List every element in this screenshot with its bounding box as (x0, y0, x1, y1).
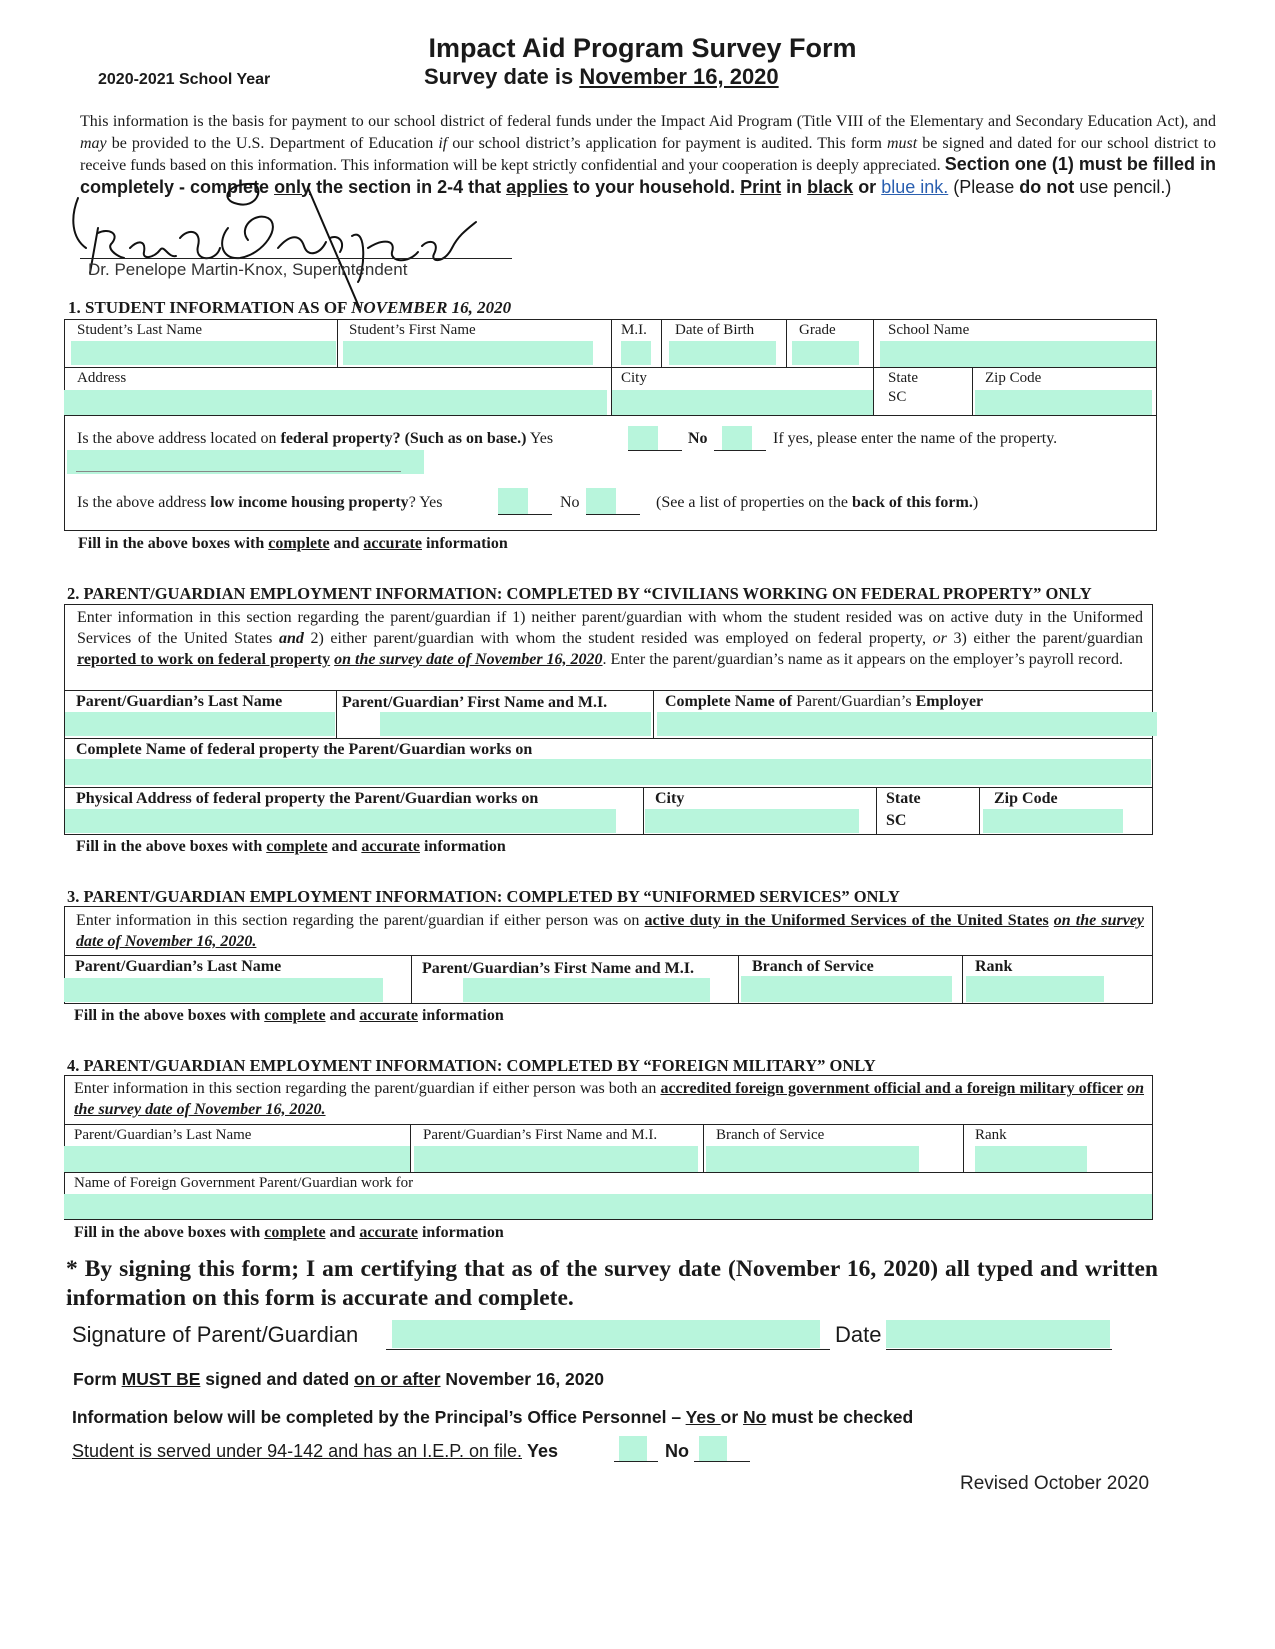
s4-col-divider-a (410, 1124, 411, 1172)
s3-label-branch: Branch of Service (752, 958, 874, 975)
survey-date-prefix: Survey date is (424, 64, 580, 89)
s4-last-name-input[interactable] (64, 1146, 410, 1172)
section3-instructions: Enter information in this section regarding the parent/guardian if either person was on active duty in the Uniformed Services of the United States on the survey date of November 16, 2020. (76, 912, 1145, 950)
s2-label-zip: Zip Code (994, 790, 1058, 807)
s4-first-name-input[interactable] (414, 1146, 698, 1172)
s3-label-last: Parent/Guardian’s Last Name (75, 958, 282, 975)
s2-col-divider-d (876, 787, 877, 835)
student-dob-input[interactable] (669, 341, 776, 365)
s2-employer-input[interactable] (657, 712, 1157, 736)
survey-date-line (424, 64, 779, 90)
s2-last-name-input[interactable] (65, 712, 335, 736)
s2-col-divider-e (979, 787, 980, 835)
intro-paragraph: This information is the basis for payment to our school district of federal funds under the Impact Aid Program (Title VIII of the Elementary and Secondary Education Act), and may be provided to the U.S. Department of Education if our school district’s application for payment is audited. This form must be signed and dated for our school district to receive funds based on this information. This information will be kept strictly confidential and your cooperation is deeply appreciated. Section one (1) must be filled in completely - complete only the section in 2-4 that applies to your household. Print in black or blue ink. (Please do not use pencil.) (80, 113, 1217, 197)
label-city: City (621, 370, 647, 386)
fill-note-2: Fill in the above boxes with complete and accurate information (76, 838, 506, 855)
student-last-name-input[interactable] (71, 341, 336, 365)
s1-col-divider-e (873, 319, 874, 415)
s3-branch-input[interactable] (741, 976, 952, 1002)
federal-yes-line (628, 450, 682, 451)
principal-note: Information below will be completed by the Principal’s Office Personnel – Yes or No must be checked (72, 1407, 914, 1427)
certification-text: * By signing this form; I am certifying that as of the survey date (November 16, 2020) all typed and written information on this form is accurate and complete. (66, 1256, 1158, 1311)
s2-label-phys-addr: Physical Address of federal property the Parent/Guardian works on (76, 790, 539, 807)
s3-col-divider-b (738, 955, 739, 1004)
s2-federal-property-input[interactable] (65, 759, 1151, 785)
label-grade: Grade (799, 322, 836, 338)
s2-col-divider-a (336, 690, 337, 738)
label-zip: Zip Code (985, 370, 1042, 386)
s4-rank-input[interactable] (975, 1146, 1087, 1172)
superintendent-name: Dr. Penelope Martin-Knox, Superintendent (88, 260, 408, 279)
iep-no-line (694, 1461, 750, 1462)
s3-row-divider (64, 955, 1153, 956)
s4-row-divider-2 (64, 1172, 1153, 1173)
school-name-input[interactable] (880, 341, 1156, 367)
label-student-last-name: Student’s Last Name (77, 322, 202, 338)
federal-property-name-line (76, 471, 401, 472)
s4-label-last: Parent/Guardian’s Last Name (74, 1127, 252, 1143)
federal-no-line (714, 450, 766, 451)
student-first-name-input[interactable] (343, 341, 593, 365)
section2-instructions: Enter information in this section regarding the parent/guardian if 1) neither parent/guardian with whom the student resided was on active duty in the Uniformed Services of the United States and 2) either parent/guardian with whom the student resided was employed on federal property, or 3) either the parent/guardian reported to work on federal property on the survey date of November 16, 2020. Enter the parent/guardian’s name as it appears on the employer’s payroll record. (77, 609, 1144, 668)
section1-title: 1. STUDENT INFORMATION AS OF NOVEMBER 16, 2020 (68, 298, 512, 317)
survey-date: November 16, 2020 (579, 64, 779, 89)
s4-col-divider-b (703, 1124, 704, 1172)
q-federal-no-label: No (688, 430, 708, 447)
iep-line: Student is served under 94-142 and has an I.E.P. on file. Yes (72, 1441, 559, 1461)
parent-signature-field[interactable] (392, 1320, 820, 1348)
s4-label-rank: Rank (975, 1127, 1007, 1143)
school-year: 2020-2021 School Year (98, 71, 271, 88)
s2-city-input[interactable] (645, 809, 859, 833)
s2-phys-address-input[interactable] (65, 809, 616, 833)
student-grade-input[interactable] (792, 341, 859, 365)
iep-no-checkbox[interactable] (699, 1436, 727, 1461)
s2-label-last: Parent/Guardian’s Last Name (76, 693, 283, 710)
federal-yes-checkbox[interactable] (628, 426, 658, 450)
s1-col-divider-a (337, 319, 338, 367)
label-state: State (888, 370, 918, 386)
low-income-yes-checkbox[interactable] (498, 488, 528, 514)
s1-row-divider-2 (64, 415, 1157, 416)
s3-first-name-input[interactable] (463, 978, 710, 1002)
label-student-first-name: Student’s First Name (349, 322, 476, 338)
s1-col-divider-d (786, 319, 787, 367)
iep-yes-line (614, 1461, 658, 1462)
s2-first-name-input[interactable] (380, 712, 651, 736)
s2-label-first: Parent/Guardian’ First Name and M.I. (342, 694, 608, 711)
q-low-no-label: No (560, 494, 580, 511)
form-title: Impact Aid Program Survey Form (428, 33, 857, 63)
low-income-no-checkbox[interactable] (586, 488, 616, 514)
s3-label-rank: Rank (975, 958, 1013, 975)
iep-yes-checkbox[interactable] (619, 1436, 647, 1461)
s4-label-first: Parent/Guardian’s First Name and M.I. (423, 1127, 658, 1143)
label-dob: Date of Birth (675, 322, 755, 338)
iep-no-label: No (665, 1441, 689, 1461)
s2-col-divider-c (643, 787, 644, 835)
section4-instructions: Enter information in this section regarding the parent/guardian if either person was both an accredited foreign government official and a foreign military officer on the survey date of November 16, 2020. (74, 1080, 1145, 1118)
date-label: Date (835, 1322, 882, 1347)
q-federal-tail: If yes, please enter the name of the property. (773, 430, 1058, 447)
state-value: SC (888, 389, 907, 405)
date-input[interactable] (886, 1320, 1110, 1348)
label-address: Address (77, 370, 127, 386)
date-line (886, 1349, 1112, 1350)
section2-title: 2. PARENT/GUARDIAN EMPLOYMENT INFORMATION: COMPLETED BY “CIVILIANS WORKING ON FEDERAL PROPERTY” ONLY (67, 584, 1092, 603)
s2-row-divider-1 (64, 690, 1153, 691)
s2-zip-input[interactable] (983, 809, 1123, 833)
fill-note-4: Fill in the above boxes with complete and accurate information (74, 1224, 504, 1241)
s2-row-divider-2 (64, 738, 1153, 739)
s2-label-fed-prop: Complete Name of federal property the Parent/Guardian works on (76, 741, 533, 758)
s4-col-divider-c (963, 1124, 964, 1172)
label-school-name: School Name (888, 322, 970, 338)
s3-last-name-input[interactable] (64, 978, 383, 1002)
s2-col-divider-b (653, 690, 654, 738)
address-input[interactable] (64, 390, 607, 415)
s4-row-divider-1 (64, 1124, 1153, 1125)
zip-input[interactable] (975, 390, 1152, 415)
s2-row-divider-3 (64, 787, 1153, 788)
low-income-yes-line (498, 514, 552, 515)
s2-label-employer: Complete Name of Parent/Guardian’s Employer (665, 693, 984, 710)
q-federal-property: Is the above address located on federal property? (Such as on base.) Yes (77, 430, 554, 447)
label-mi: M.I. (621, 322, 647, 338)
s1-col-divider-f (972, 367, 973, 415)
s4-branch-input[interactable] (706, 1146, 919, 1172)
federal-no-checkbox[interactable] (722, 426, 752, 450)
s3-col-divider-c (962, 955, 963, 1004)
s4-label-gov: Name of Foreign Government Parent/Guardian work for (74, 1175, 414, 1191)
must-sign-note: Form MUST BE signed and dated on or after November 16, 2020 (73, 1369, 604, 1389)
parent-signature-label: Signature of Parent/Guardian (72, 1322, 359, 1347)
fill-note-1: Fill in the above boxes with complete and accurate information (78, 535, 508, 552)
signature-line (80, 258, 512, 259)
parent-signature-line (386, 1349, 830, 1350)
s3-label-first: Parent/Guardian’s First Name and M.I. (422, 960, 694, 977)
s2-state-value: SC (886, 812, 907, 829)
fill-note-3: Fill in the above boxes with complete and accurate information (74, 1007, 504, 1024)
s2-label-city: City (655, 790, 685, 807)
s4-label-branch: Branch of Service (716, 1127, 825, 1143)
section4-title: 4. PARENT/GUARDIAN EMPLOYMENT INFORMATION: COMPLETED BY “FOREIGN MILITARY” ONLY (67, 1056, 876, 1075)
s3-col-divider-a (411, 955, 412, 1004)
superintendent-signature (68, 178, 488, 308)
s2-label-state: State (886, 790, 921, 807)
student-mi-input[interactable] (621, 341, 651, 365)
q-low-income: Is the above address low income housing property? Yes (77, 494, 443, 511)
s1-col-divider-c (661, 319, 662, 367)
city-input[interactable] (612, 390, 873, 415)
revised-note: Revised October 2020 (960, 1473, 1150, 1494)
s4-foreign-gov-input[interactable] (64, 1194, 1152, 1219)
q-low-note: (See a list of properties on the back of this form.) (656, 494, 979, 511)
low-income-no-line (586, 514, 640, 515)
section3-title: 3. PARENT/GUARDIAN EMPLOYMENT INFORMATION: COMPLETED BY “UNIFORMED SERVICES” ONLY (67, 887, 900, 906)
s3-rank-input[interactable] (966, 976, 1104, 1002)
